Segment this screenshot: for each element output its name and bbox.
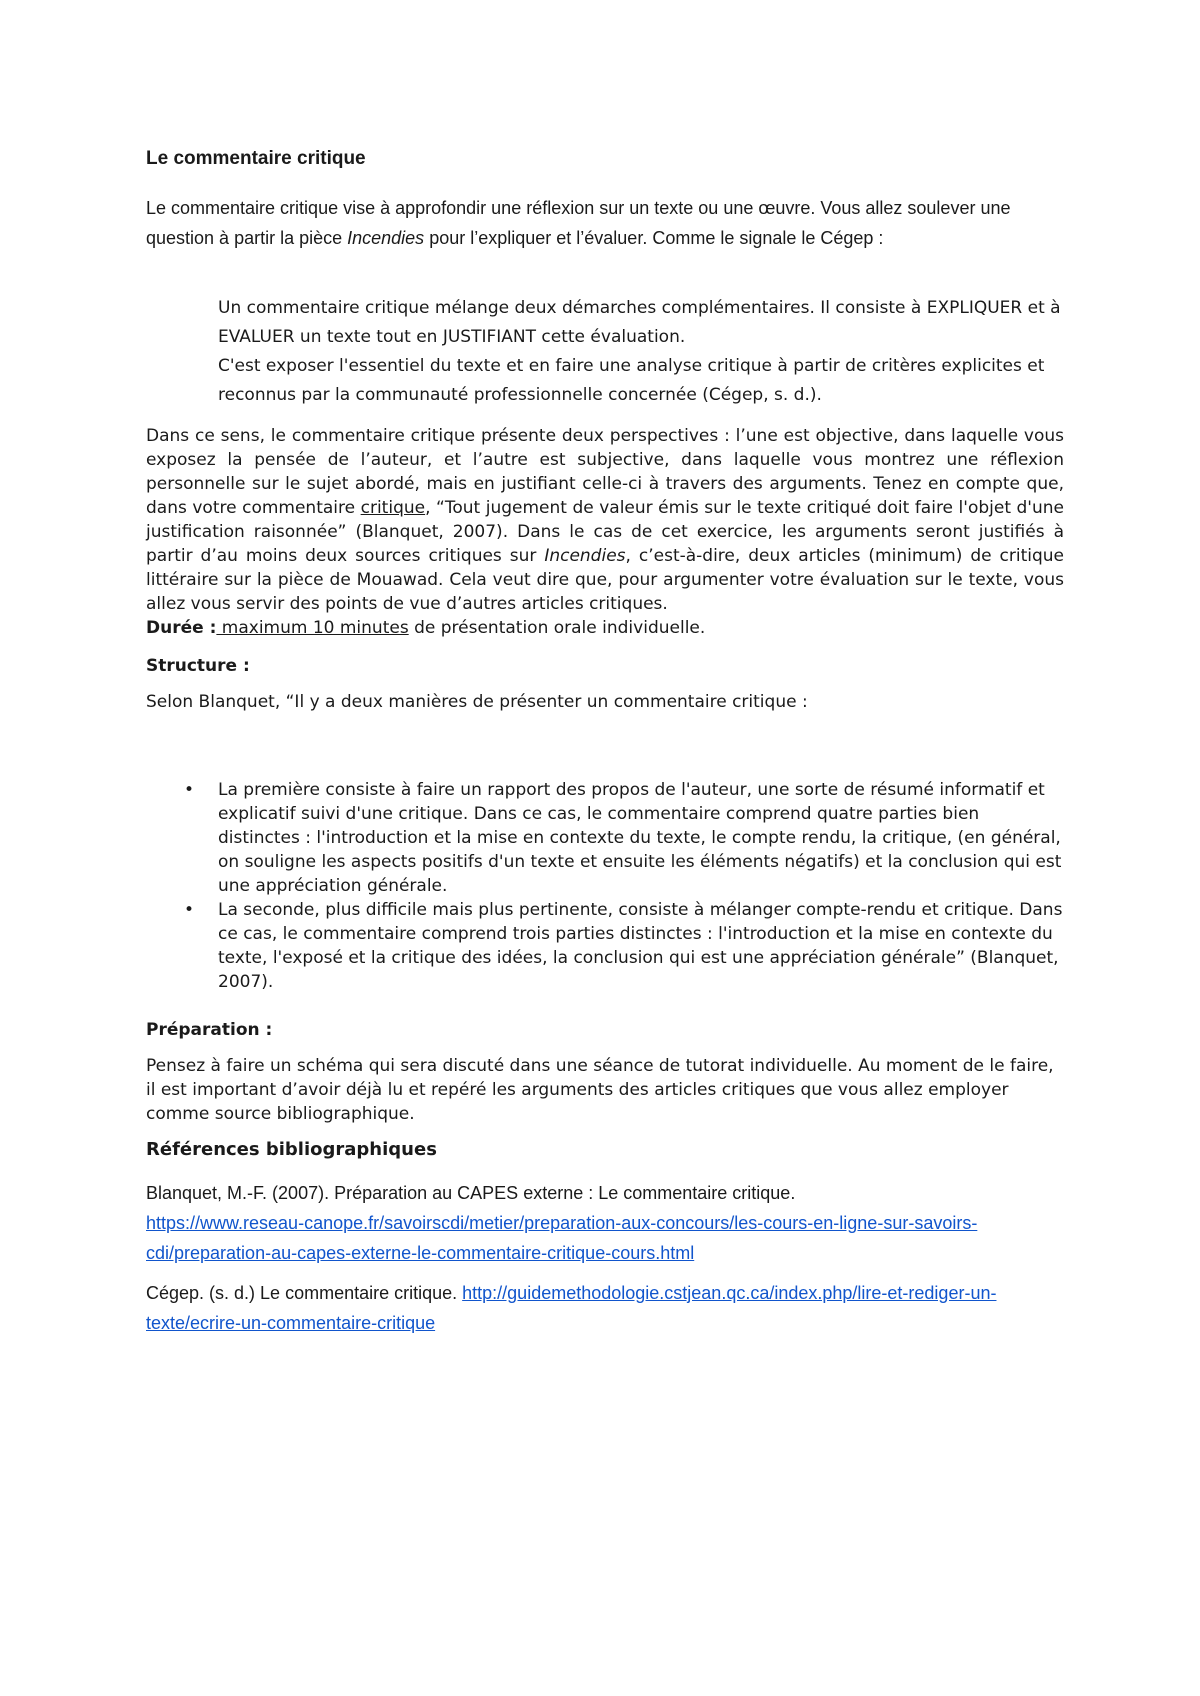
- reference-link-2[interactable]: http://guidemethodologie.cstjean.qc.ca/index.php/lire-et-rediger-un-texte/ecrire-un-commentaire-critique: [146, 1283, 997, 1333]
- quote-paragraph-2: C'est exposer l'essentiel du texte et en faire une analyse critique à partir de critères explicites et reconnus par la communauté professionnelle concernée (Cégep, s. d.).: [218, 356, 1045, 405]
- structure-intro: Selon Blanquet, “Il y a deux manières de présenter un commentaire critique :: [146, 692, 808, 712]
- bullet-text-2: La seconde, plus difficile mais plus pertinente, consiste à mélanger compte-rendu et critique. Dans ce cas, le commentaire comprend trois parties distinctes : l'introduction et la mise en contexte du texte, l'exposé et la critique des idées, la conclusion qui est une appréciation générale” (Blanquet, 2007).: [218, 900, 1063, 992]
- bullet-item-1: [146, 778, 1064, 898]
- body-italic-title: Incendies: [544, 546, 626, 566]
- reference-item-2: [146, 1278, 1064, 1338]
- reference-item-1: [146, 1178, 1064, 1268]
- references-heading: Références bibliographiques: [146, 1139, 437, 1160]
- duration-value: maximum 10 minutes: [216, 618, 409, 638]
- intro-text-2: pour l’expliquer et l’évaluer. Comme le signale le Cégep :: [424, 228, 884, 248]
- quote-paragraph-1: Un commentaire critique mélange deux démarches complémentaires. Il consiste à EXPLIQUER et à EVALUER un texte tout en JUSTIFIANT cette évaluation.: [218, 298, 1061, 347]
- reference-text-1: Blanquet, M.-F. (2007). Préparation au CAPES externe : Le commentaire critique.: [146, 1183, 796, 1203]
- block-quote: [218, 294, 1064, 410]
- intro-text-1: Le commentaire critique vise à approfondir une réflexion sur un texte ou une œuvre. Vous allez soulever une question à partir la pièce: [146, 198, 1011, 248]
- duration-line: [146, 616, 1064, 640]
- preparation-paragraph: Pensez à faire un schéma qui sera discuté dans une séance de tutorat individuelle. Au moment de le faire, il est important d’avoir déjà lu et repéré les arguments des articles critiques que vous allez employer comme source bibliographique.: [146, 1056, 1054, 1124]
- body-underlined-word: critique: [360, 498, 426, 518]
- reference-text-2: Cégep. (s. d.) Le commentaire critique.: [146, 1283, 463, 1303]
- structure-bullet-list: [146, 778, 1064, 994]
- document-title: Le commentaire critique: [146, 148, 366, 169]
- duration-rest: de présentation orale individuelle.: [408, 618, 706, 638]
- duration-label: Durée :: [146, 618, 217, 638]
- body-text-3: , c’est-à-dire, deux articles (minimum) de critique littéraire sur la pièce de Mouawad. Cela veut dire que, pour argumenter votre évaluation sur le texte, vous allez vous servir des points de vue d’autres articles critiques.: [146, 546, 1064, 614]
- preparation-heading: Préparation :: [146, 1020, 273, 1040]
- bullet-icon: •: [184, 780, 195, 800]
- intro-italic-title: Incendies: [347, 228, 425, 248]
- bullet-icon: •: [184, 900, 195, 920]
- structure-heading: Structure :: [146, 656, 250, 676]
- intro-paragraph: [146, 193, 1064, 253]
- bullet-item-2: [146, 898, 1064, 994]
- body-text-1: Dans ce sens, le commentaire critique présente deux perspectives : l’une est objective, dans laquelle vous exposez la pensée de l’auteur, et l’autre est subjective, dans laquelle vous montrez une réflexion personnelle sur le sujet abordé, mais en justifiant celle-ci à travers des arguments. Tenez en compte que, dans votre commentaire: [146, 426, 1064, 518]
- bullet-text-1: La première consiste à faire un rapport des propos de l'auteur, une sorte de résumé informatif et explicatif suivi d'une critique. Dans ce cas, le commentaire comprend quatre parties bien distinctes : l'introduction et la mise en contexte du texte, le compte rendu, la critique, (en général, on souligne les aspects positifs d'un texte et ensuite les éléments négatifs) et la conclusion qui est une appréciation générale.: [218, 780, 1062, 896]
- body-paragraph: [146, 424, 1064, 616]
- body-text-2: , “Tout jugement de valeur émis sur le texte critiqué doit faire l'objet d'une justification raisonnée” (Blanquet, 2007). Dans le cas de cet exercice, les arguments seront justifiés à partir d’au moins deux sources critiques sur: [146, 498, 1064, 566]
- reference-link-1[interactable]: https://www.reseau-canope.fr/savoirscdi/metier/preparation-aux-concours/les-cours-en-ligne-sur-savoirs-cdi/preparation-au-capes-externe-le-commentaire-critique-cours.html: [146, 1213, 978, 1263]
